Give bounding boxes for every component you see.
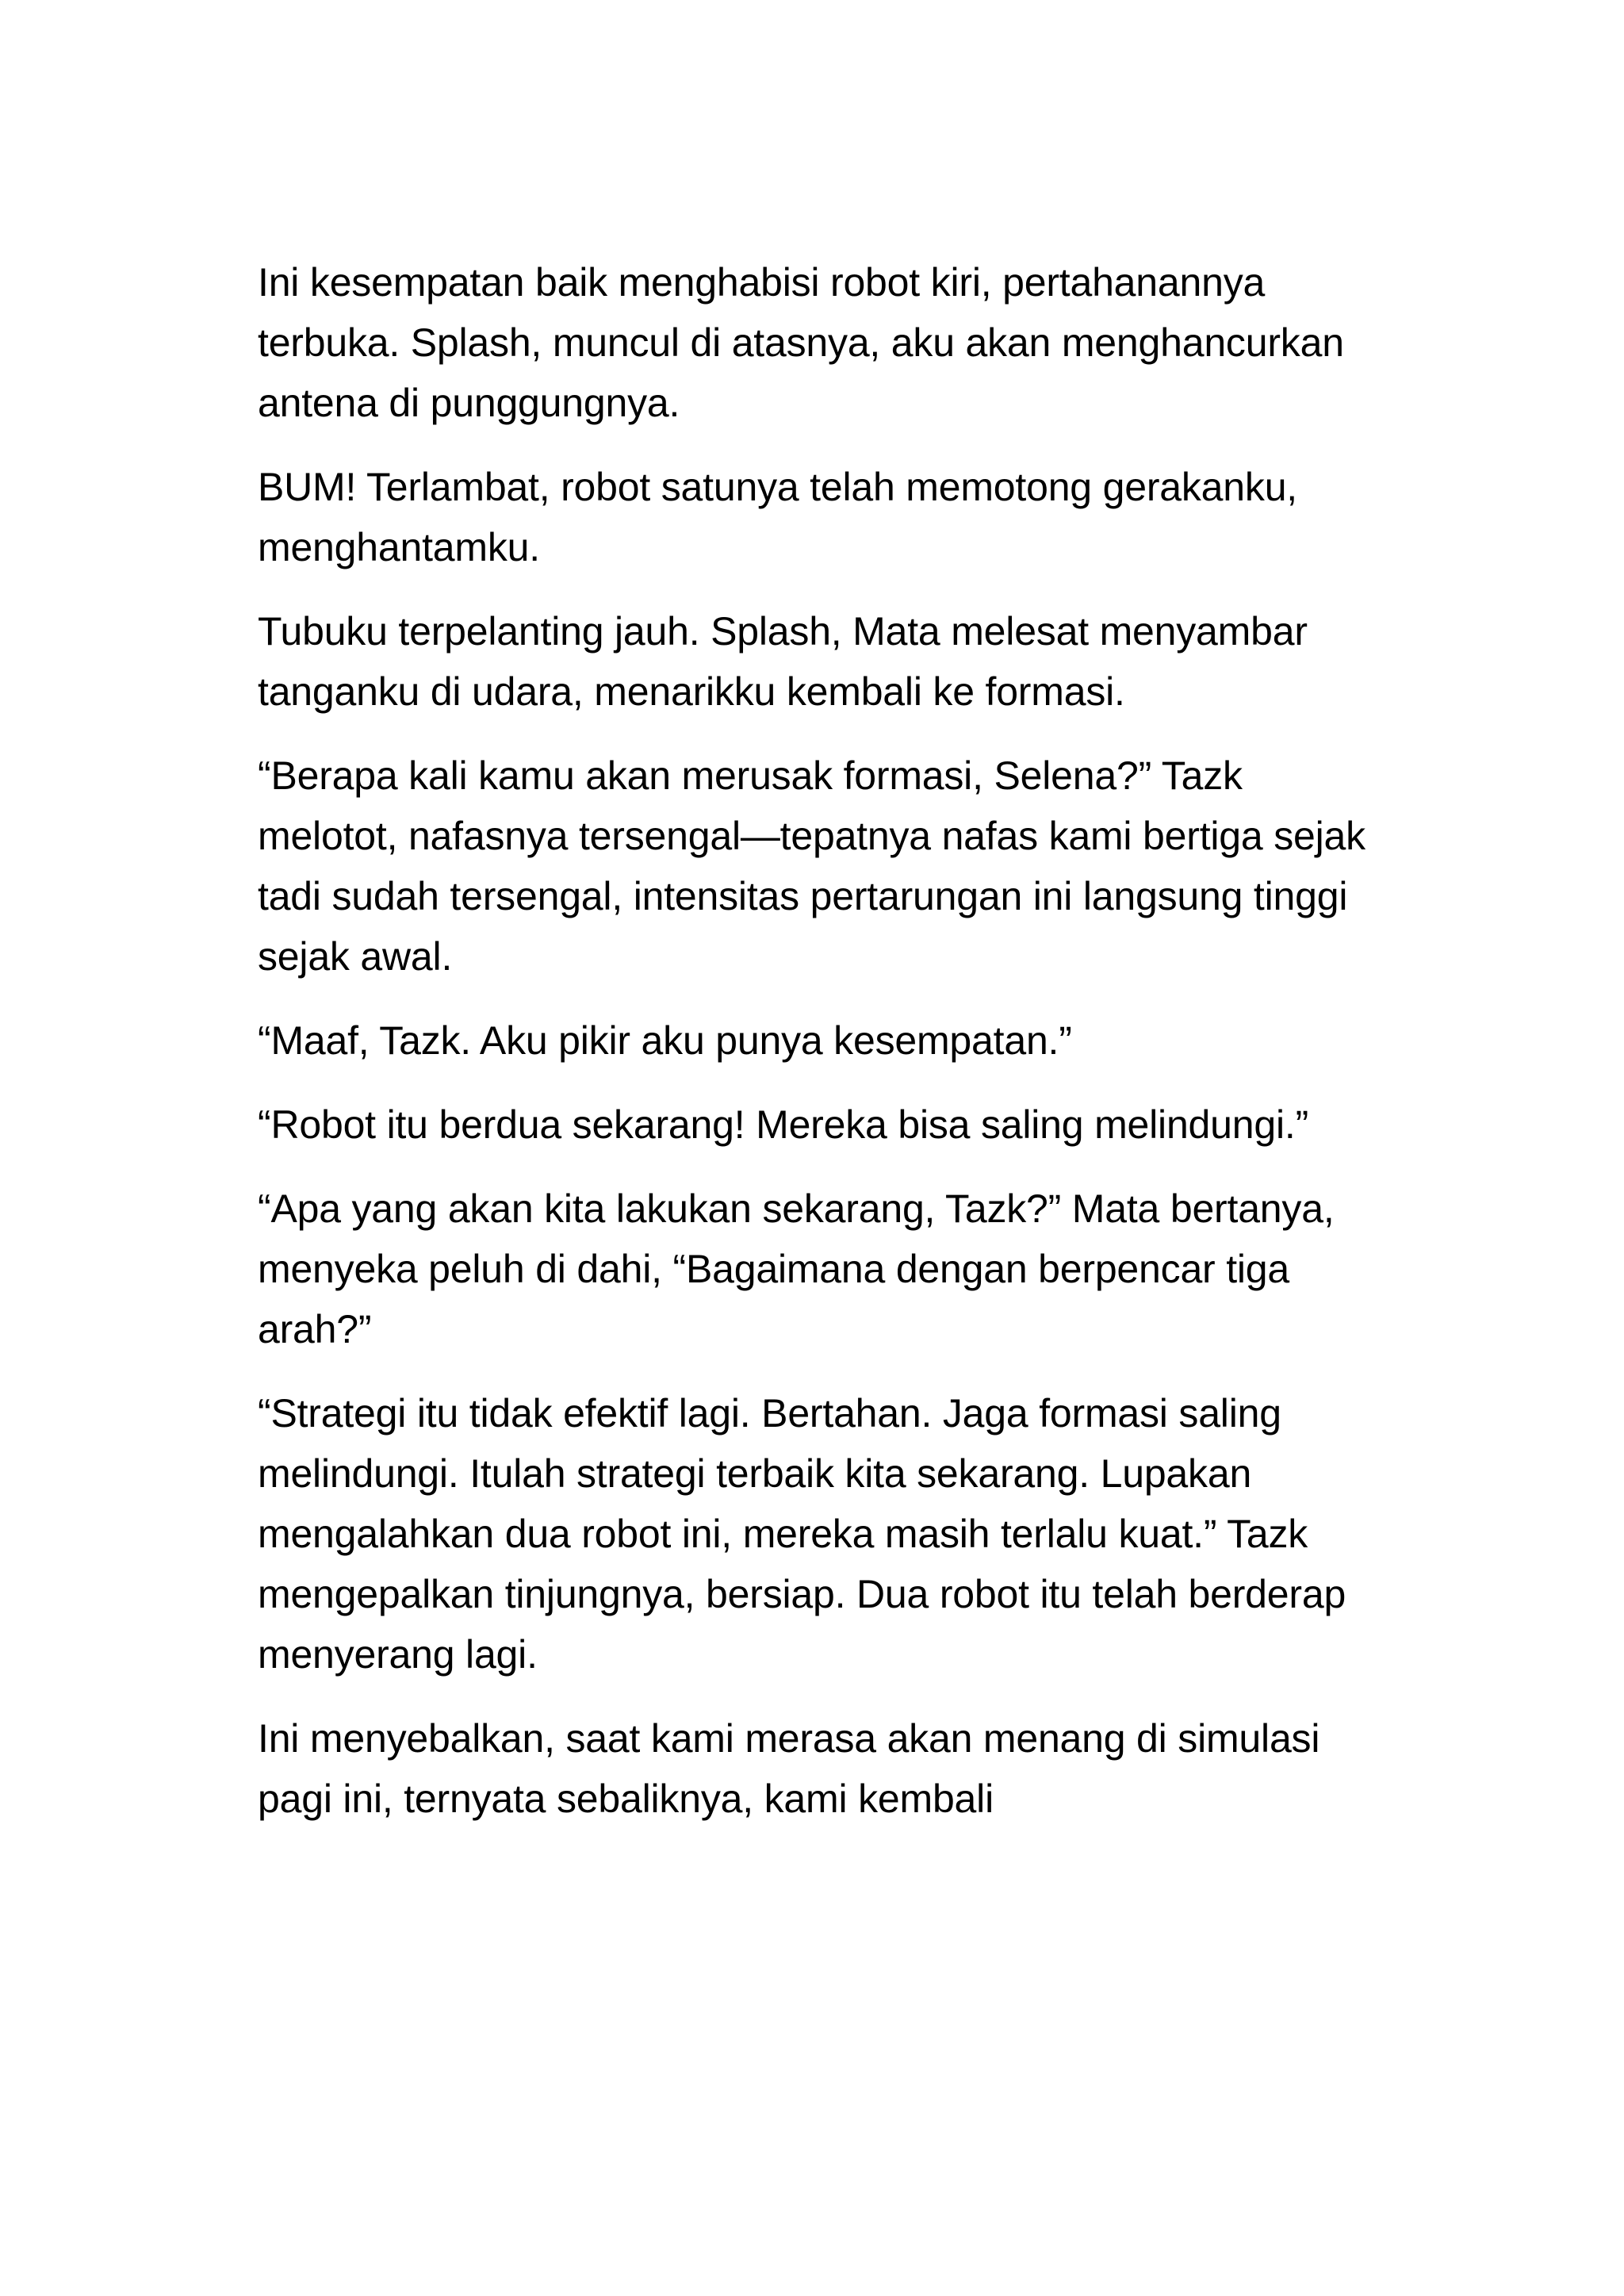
paragraph-1: Ini kesempatan baik menghabisi robot kiri, pertahanannya terbuka. Splash, muncul di atasnya, aku akan menghancurkan antena di punggungnya. — [258, 260, 1344, 425]
paragraph-6: “Robot itu berdua sekarang! Mereka bisa saling melindungi.” — [258, 1102, 1309, 1147]
paragraph-9: Ini menyebalkan, saat kami merasa akan menang di simulasi pagi ini, ternyata sebaliknya, kami kembali — [258, 1716, 1320, 1821]
paragraph-7: “Apa yang akan kita lakukan sekarang, Tazk?” Mata bertanya, menyeka peluh di dahi, “Bagaimana dengan berpencar tiga arah?” — [258, 1186, 1335, 1351]
paragraph-3: Tubuku terpelanting jauh. Splash, Mata melesat menyambar tanganku di udara, menarikku kembali ke formasi. — [258, 609, 1308, 714]
body-text — [258, 252, 1384, 1829]
paragraph-2: BUM! Terlambat, robot satunya telah memotong gerakanku, menghantamku. — [258, 465, 1297, 569]
paragraph-4: “Berapa kali kamu akan merusak formasi, Selena?” Tazk melotot, nafasnya tersengal—tepatnya nafas kami bertiga sejak tadi sudah tersengal, intensitas pertarungan ini langsung tinggi sejak awal. — [258, 753, 1365, 979]
paragraph-8: “Strategi itu tidak efektif lagi. Bertahan. Jaga formasi saling melindungi. Itulah strategi terbaik kita sekarang. Lupakan mengalahkan dua robot ini, mereka masih terlalu kuat.” Tazk mengepalkan tinjungnya, bersiap. Dua robot itu telah berderap menyerang lagi. — [258, 1391, 1346, 1677]
paragraph-5: “Maaf, Tazk. Aku pikir aku punya kesempatan.” — [258, 1018, 1072, 1063]
